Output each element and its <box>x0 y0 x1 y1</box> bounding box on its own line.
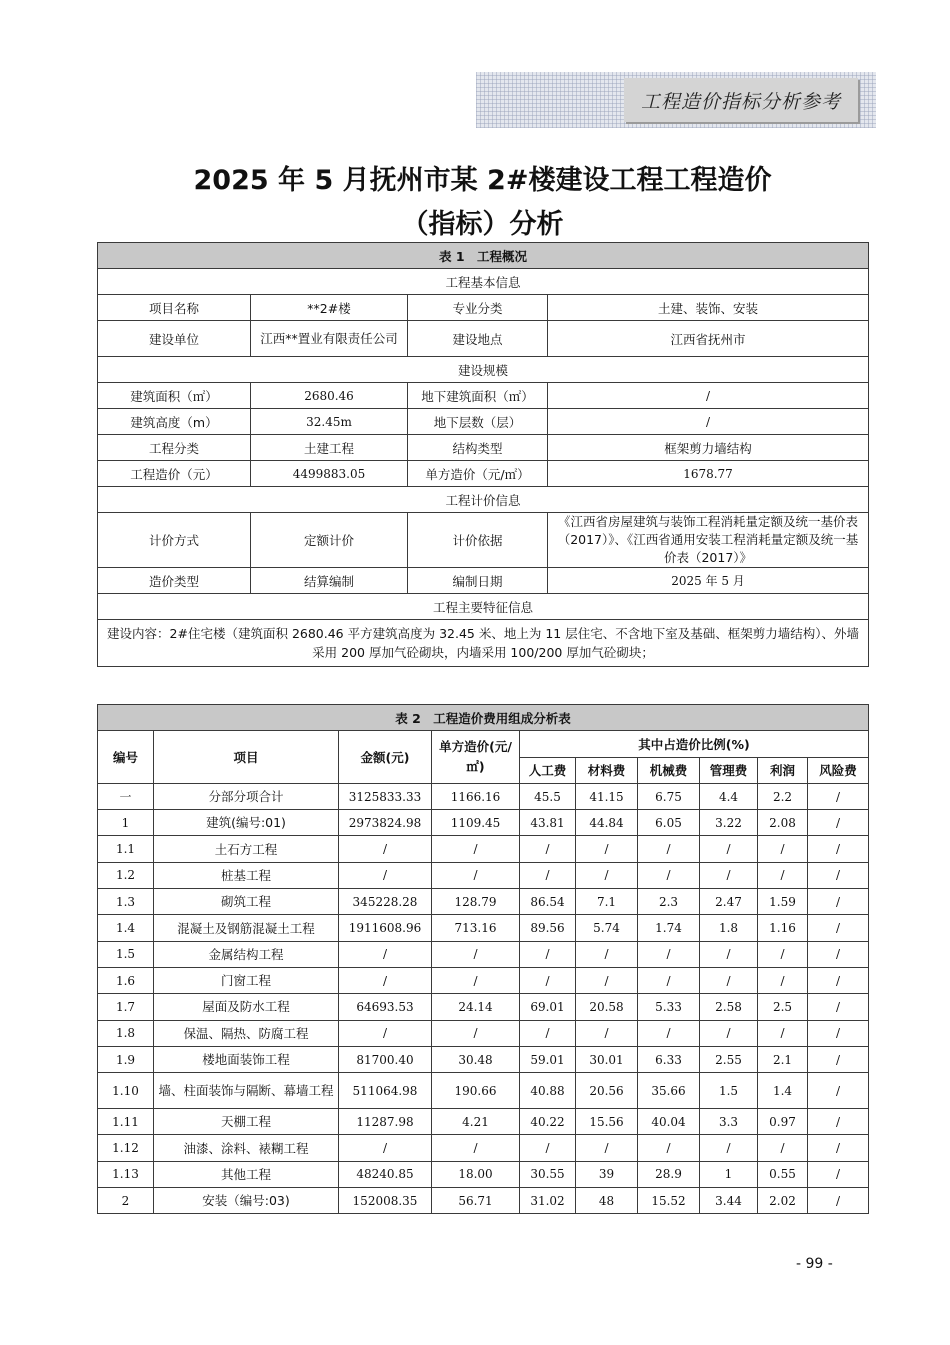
table-cell: / <box>808 967 869 993</box>
table-cell: 31.02 <box>520 1188 576 1214</box>
table-cell: / <box>638 1135 700 1161</box>
building-area: 2680.46 <box>251 383 408 409</box>
table-cell: 30.55 <box>520 1161 576 1187</box>
table-row <box>98 783 869 809</box>
table-cell: 2.02 <box>758 1188 808 1214</box>
table-cell: / <box>576 862 638 888</box>
table-cell: / <box>520 836 576 862</box>
table2-caption: 表 2 工程造价费用组成分析表 <box>98 705 869 731</box>
table-cell: 1 <box>700 1161 758 1187</box>
header-machine: 机械费 <box>638 757 700 783</box>
label: 计价方式 <box>98 513 251 568</box>
table-cell: 44.84 <box>576 810 638 836</box>
table-cell: 1.9 <box>98 1046 154 1072</box>
table-cell: / <box>638 967 700 993</box>
table-cell: / <box>432 967 520 993</box>
header-unit-cost: 单方造价(元/㎡) <box>432 731 520 784</box>
table-cell: / <box>700 1020 758 1046</box>
table-row <box>98 836 869 862</box>
table-cell: 一 <box>98 783 154 809</box>
table-cell: / <box>339 967 432 993</box>
table-cell: 69.01 <box>520 994 576 1020</box>
table-cell: / <box>638 862 700 888</box>
table-cell: 128.79 <box>432 889 520 915</box>
table-cell: 2.58 <box>700 994 758 1020</box>
table-cell: 1 <box>98 810 154 836</box>
table-cell: 砌筑工程 <box>154 889 339 915</box>
table-cell: 3.3 <box>700 1109 758 1135</box>
table-cell: 1.11 <box>98 1109 154 1135</box>
table-cell: 39 <box>576 1161 638 1187</box>
location: 江西省抚州市 <box>548 321 869 357</box>
table-cell: 1911608.96 <box>339 915 432 941</box>
table-cell: 1.4 <box>98 915 154 941</box>
table-cell: 15.52 <box>638 1188 700 1214</box>
table-cell: 20.58 <box>576 994 638 1020</box>
project-overview-table <box>97 242 869 667</box>
table-cell: 1.59 <box>758 889 808 915</box>
label: 结构类型 <box>408 435 548 461</box>
table-cell: 油漆、涂料、裱糊工程 <box>154 1135 339 1161</box>
table-cell: / <box>638 1020 700 1046</box>
header-ratio: 其中占造价比例(%) <box>520 731 869 757</box>
label: 项目名称 <box>98 295 251 321</box>
table-cell: 安装（编号:03) <box>154 1188 339 1214</box>
header-labor: 人工费 <box>520 757 576 783</box>
table-row <box>98 862 869 888</box>
table-cell: 桩基工程 <box>154 862 339 888</box>
table-cell: 2.55 <box>700 1046 758 1072</box>
project-name: **2#楼 <box>251 295 408 321</box>
table-cell: 1.8 <box>700 915 758 941</box>
table-cell: / <box>758 862 808 888</box>
table-cell: / <box>808 1046 869 1072</box>
table-cell: / <box>808 1109 869 1135</box>
label: 工程分类 <box>98 435 251 461</box>
cost-type: 结算编制 <box>251 568 408 594</box>
table-cell: / <box>339 836 432 862</box>
table-cell: 1.5 <box>700 1073 758 1109</box>
table-cell: 1.3 <box>98 889 154 915</box>
table-cell: 2.3 <box>638 889 700 915</box>
unit-cost: 1678.77 <box>548 461 869 487</box>
table-cell: / <box>758 1135 808 1161</box>
table-row <box>98 1135 869 1161</box>
table-cell: 24.14 <box>432 994 520 1020</box>
table-row <box>98 1046 869 1072</box>
pricing-method: 定额计价 <box>251 513 408 568</box>
table-cell: / <box>758 967 808 993</box>
table-row <box>98 915 869 941</box>
table-cell: 1.2 <box>98 862 154 888</box>
table-cell: / <box>576 941 638 967</box>
table-cell: 建筑(编号:01) <box>154 810 339 836</box>
table-cell: 屋面及防水工程 <box>154 994 339 1020</box>
header-item: 项目 <box>154 731 339 784</box>
table-cell: 墙、柱面装饰与隔断、幕墙工程 <box>154 1073 339 1109</box>
table-cell: 5.33 <box>638 994 700 1020</box>
table-cell: 1109.45 <box>432 810 520 836</box>
table-cell: 1.13 <box>98 1161 154 1187</box>
table-cell: 28.9 <box>638 1161 700 1187</box>
table-cell: 2.1 <box>758 1046 808 1072</box>
underground-floors: / <box>548 409 869 435</box>
label: 建筑面积（㎡） <box>98 383 251 409</box>
table-cell: / <box>700 967 758 993</box>
table-cell: / <box>432 941 520 967</box>
total-cost: 4499883.05 <box>251 461 408 487</box>
table-cell: 1.16 <box>758 915 808 941</box>
table-cell: 11287.98 <box>339 1109 432 1135</box>
page-title-line1: 2025 年 5 月抚州市某 2#楼建设工程工程造价 <box>193 165 772 196</box>
table-cell: 40.88 <box>520 1073 576 1109</box>
label: 计价依据 <box>408 513 548 568</box>
section-pricing: 工程计价信息 <box>98 487 869 513</box>
table-cell: 1.1 <box>98 836 154 862</box>
table-cell: / <box>576 1135 638 1161</box>
table-cell: / <box>808 1161 869 1187</box>
page-title-line2: （指标）分析 <box>401 209 564 240</box>
header-no: 编号 <box>98 731 154 784</box>
table-cell: 56.71 <box>432 1188 520 1214</box>
label: 编制日期 <box>408 568 548 594</box>
table-cell: 48240.85 <box>339 1161 432 1187</box>
label: 建筑高度（m） <box>98 409 251 435</box>
table-cell: 1.4 <box>758 1073 808 1109</box>
table-cell: 35.66 <box>638 1073 700 1109</box>
table-cell: 1.12 <box>98 1135 154 1161</box>
table-cell: 2973824.98 <box>339 810 432 836</box>
table-cell: 分部分项合计 <box>154 783 339 809</box>
pricing-basis: 《江西省房屋建筑与装饰工程消耗量定额及统一基价表（2017）》、《江西省通用安装工程消耗量定额及统一基价表（2017）》 <box>548 513 869 568</box>
table-cell: 30.01 <box>576 1046 638 1072</box>
section-basic-info: 工程基本信息 <box>98 269 869 295</box>
table-cell: 0.97 <box>758 1109 808 1135</box>
table-row <box>98 1161 869 1187</box>
table-row <box>98 889 869 915</box>
table-cell: 5.74 <box>576 915 638 941</box>
compile-date: 2025 年 5 月 <box>548 568 869 594</box>
table-cell: / <box>432 1020 520 1046</box>
structure: 框架剪力墙结构 <box>548 435 869 461</box>
table-cell: / <box>432 1135 520 1161</box>
label: 造价类型 <box>98 568 251 594</box>
label: 建设地点 <box>408 321 548 357</box>
table-cell: 7.1 <box>576 889 638 915</box>
table-cell: 2 <box>98 1188 154 1214</box>
header-material: 材料费 <box>576 757 638 783</box>
header-risk: 风险费 <box>808 757 869 783</box>
category: 土建工程 <box>251 435 408 461</box>
table-cell: / <box>520 862 576 888</box>
table-cell: 1.10 <box>98 1073 154 1109</box>
table-cell: 30.48 <box>432 1046 520 1072</box>
label: 地下层数（层） <box>408 409 548 435</box>
table-cell: 土石方工程 <box>154 836 339 862</box>
label: 建设单位 <box>98 321 251 357</box>
table-cell: 86.54 <box>520 889 576 915</box>
table-cell: / <box>808 915 869 941</box>
table-cell: 40.04 <box>638 1109 700 1135</box>
table-cell: 20.56 <box>576 1073 638 1109</box>
table-cell: 511064.98 <box>339 1073 432 1109</box>
table-cell: / <box>700 836 758 862</box>
table-cell: 45.5 <box>520 783 576 809</box>
table-cell: / <box>758 941 808 967</box>
section-scale: 建设规模 <box>98 357 869 383</box>
header-tag: 工程造价指标分析参考 <box>624 78 858 122</box>
table-cell: 4.21 <box>432 1109 520 1135</box>
table1-caption-row <box>98 243 869 269</box>
building-height: 32.45m <box>251 409 408 435</box>
table-cell: 2.47 <box>700 889 758 915</box>
table-cell: 门窗工程 <box>154 967 339 993</box>
table-cell: 48 <box>576 1188 638 1214</box>
table-cell: 1.7 <box>98 994 154 1020</box>
header-management: 管理费 <box>700 757 758 783</box>
table-cell: / <box>432 862 520 888</box>
table-cell: 152008.35 <box>339 1188 432 1214</box>
table-cell: / <box>339 941 432 967</box>
table-cell: / <box>576 967 638 993</box>
table-cell: 3.22 <box>700 810 758 836</box>
table-cell: 1.6 <box>98 967 154 993</box>
specialty: 土建、装饰、安装 <box>548 295 869 321</box>
table-cell: 1.74 <box>638 915 700 941</box>
table-cell: 2.5 <box>758 994 808 1020</box>
table-cell: / <box>700 862 758 888</box>
table-cell: 0.55 <box>758 1161 808 1187</box>
table-cell: 保温、隔热、防腐工程 <box>154 1020 339 1046</box>
table-cell: 81700.40 <box>339 1046 432 1072</box>
header-amount: 金额(元) <box>339 731 432 784</box>
table-cell: / <box>808 836 869 862</box>
table-row <box>98 1073 869 1109</box>
table-cell: 天棚工程 <box>154 1109 339 1135</box>
table2-caption-row <box>98 705 869 731</box>
table-cell: / <box>808 1135 869 1161</box>
builder: 江西**置业有限责任公司 <box>251 321 408 357</box>
table-cell: / <box>808 1073 869 1109</box>
table-cell: / <box>520 967 576 993</box>
table-cell: 楼地面装饰工程 <box>154 1046 339 1072</box>
table-cell: / <box>808 941 869 967</box>
table-cell: / <box>758 1020 808 1046</box>
table-cell: 40.22 <box>520 1109 576 1135</box>
table-cell: / <box>808 1020 869 1046</box>
table-cell: 6.05 <box>638 810 700 836</box>
table-cell: 18.00 <box>432 1161 520 1187</box>
table-cell: / <box>432 836 520 862</box>
table-cell: / <box>808 994 869 1020</box>
label: 工程造价（元） <box>98 461 251 487</box>
table-cell: / <box>339 1020 432 1046</box>
table-row <box>98 967 869 993</box>
table-cell: / <box>808 889 869 915</box>
table-cell: 713.16 <box>432 915 520 941</box>
table-cell: / <box>758 836 808 862</box>
table-row <box>98 1188 869 1214</box>
table-cell: / <box>520 1020 576 1046</box>
table-cell: / <box>520 941 576 967</box>
table-cell: / <box>700 941 758 967</box>
table-row <box>98 1109 869 1135</box>
table-cell: 1166.16 <box>432 783 520 809</box>
table-cell: 3125833.33 <box>339 783 432 809</box>
table-cell: / <box>576 1020 638 1046</box>
table-cell: 59.01 <box>520 1046 576 1072</box>
project-description: 建设内容：2#住宅楼（建筑面积 2680.46 平方建筑高度为 32.45 米、地上为 11 层住宅、不含地下室及基础、框架剪力墙结构）、外墙采用 200 厚加气砼砌块，内墙采用 100/200 厚加气砼砌块； <box>98 620 869 667</box>
table-cell: / <box>808 862 869 888</box>
table-cell: 6.33 <box>638 1046 700 1072</box>
table-cell: 其他工程 <box>154 1161 339 1187</box>
table-cell: 6.75 <box>638 783 700 809</box>
table-cell: / <box>638 836 700 862</box>
underground-area: / <box>548 383 869 409</box>
page-number: - 99 - <box>796 1256 833 1272</box>
label: 单方造价（元/㎡） <box>408 461 548 487</box>
table-cell: 43.81 <box>520 810 576 836</box>
table-row <box>98 810 869 836</box>
table-cell: 1.5 <box>98 941 154 967</box>
table-cell: / <box>638 941 700 967</box>
table-cell: / <box>576 836 638 862</box>
table-cell: / <box>339 862 432 888</box>
table-cell: 混凝土及钢筋混凝土工程 <box>154 915 339 941</box>
table-cell: / <box>520 1135 576 1161</box>
section-features: 工程主要特征信息 <box>98 594 869 620</box>
table-cell: 2.2 <box>758 783 808 809</box>
table-cell: / <box>808 783 869 809</box>
table-cell: 金属结构工程 <box>154 941 339 967</box>
table-cell: 345228.28 <box>339 889 432 915</box>
table1-caption: 表 1 工程概况 <box>98 243 869 269</box>
table-cell: 1.8 <box>98 1020 154 1046</box>
table-cell: / <box>339 1135 432 1161</box>
label: 地下建筑面积（㎡） <box>408 383 548 409</box>
cost-composition-table <box>97 704 869 1214</box>
table-cell: 3.44 <box>700 1188 758 1214</box>
label: 专业分类 <box>408 295 548 321</box>
table-cell: / <box>700 1135 758 1161</box>
table-cell: 4.4 <box>700 783 758 809</box>
table-row <box>98 994 869 1020</box>
table-cell: / <box>808 1188 869 1214</box>
table-cell: 15.56 <box>576 1109 638 1135</box>
table-cell: 41.15 <box>576 783 638 809</box>
table-row <box>98 941 869 967</box>
table-cell: 190.66 <box>432 1073 520 1109</box>
table-cell: 89.56 <box>520 915 576 941</box>
header-profit: 利润 <box>758 757 808 783</box>
table-cell: 64693.53 <box>339 994 432 1020</box>
table-row <box>98 1020 869 1046</box>
table-cell: / <box>808 810 869 836</box>
table-cell: 2.08 <box>758 810 808 836</box>
